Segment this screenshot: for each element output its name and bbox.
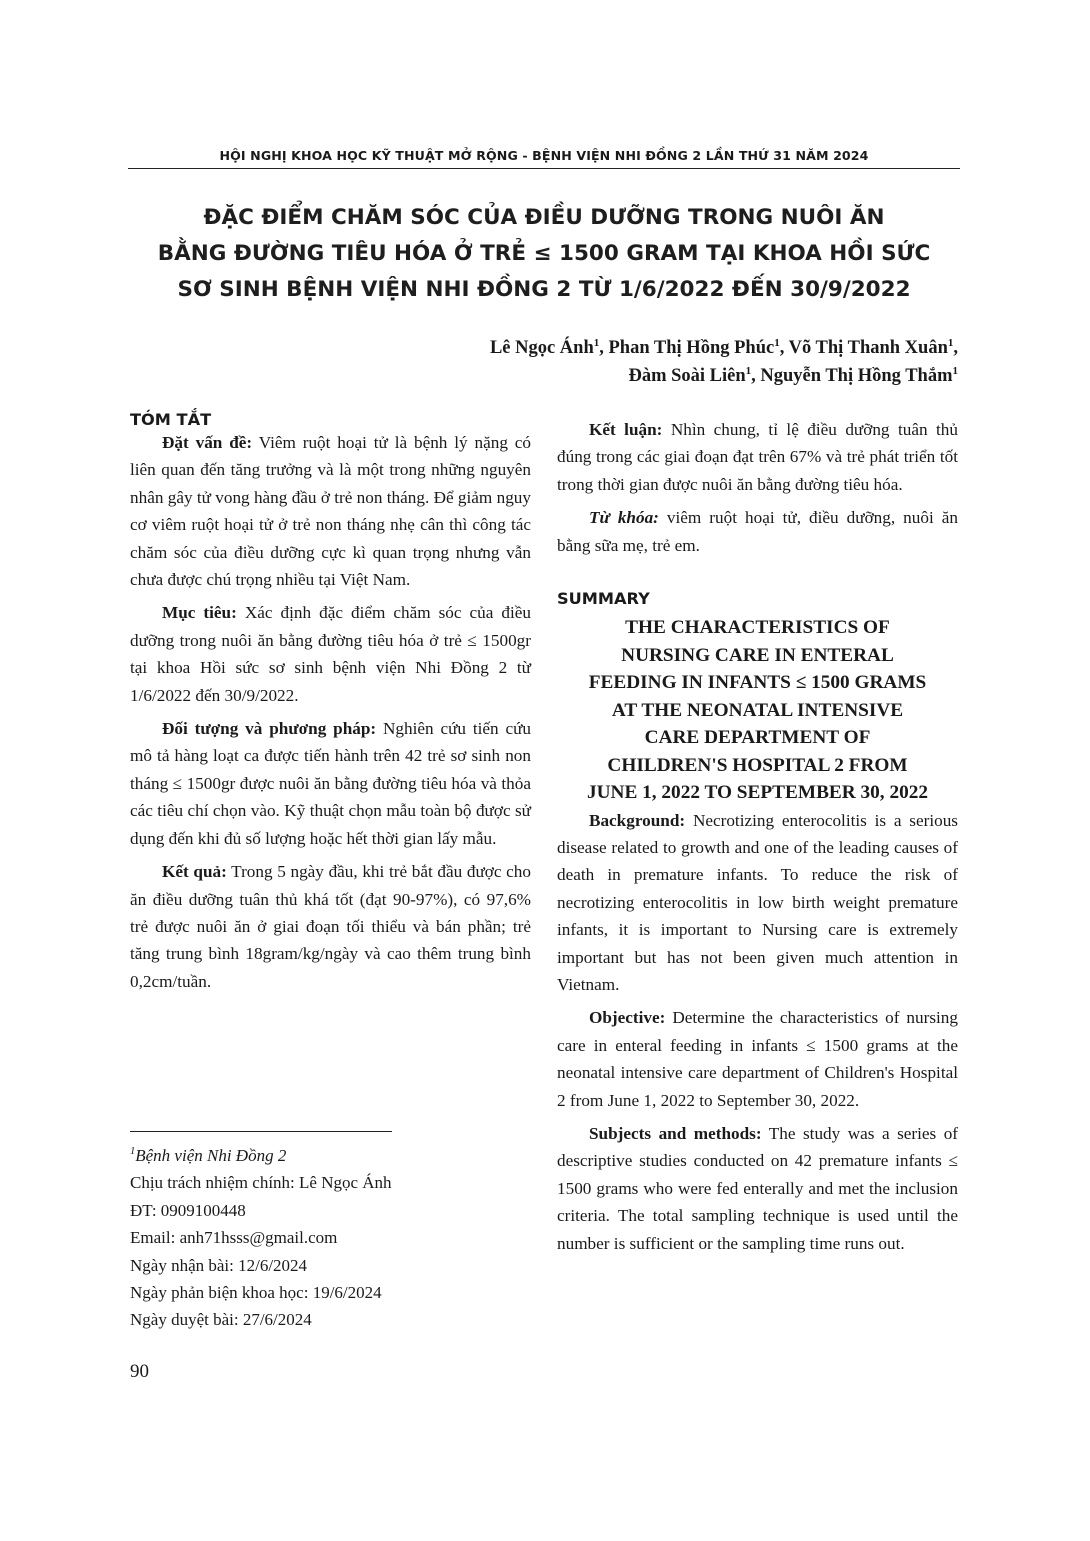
abstract-methods: [130, 715, 531, 852]
author-separator: ,: [953, 338, 958, 358]
section-text: Nhìn chung, tỉ lệ điều dưỡng tuân thủ đúng trong các giai đoạn đạt trên 67% và trẻ phát triển tốt trong thời gian được nuôi ăn bằng đường tiêu hóa.: [557, 420, 958, 494]
section-text: Trong 5 ngày đầu, khi trẻ bắt đầu được cho ăn điều dưỡng tuân thủ khá tốt (đạt 90-97%), có 97,6% trẻ được nuôi ăn ở giai đoạn tối thiểu và bán phần; trẻ tăng trung bình 18gram/kg/ngày và cao thêm trung bình 0,2cm/tuần.: [130, 862, 531, 991]
section-label: Objective:: [589, 1008, 666, 1028]
author-separator: ,: [599, 338, 609, 358]
summary-objective: [557, 1004, 958, 1114]
summary-methods: [557, 1120, 958, 1257]
affiliation-mark: 1: [593, 337, 600, 349]
abstract-results: [130, 858, 531, 995]
affiliation-mark: 1: [130, 1146, 136, 1157]
section-text: Necrotizing enterocolitis is a serious disease related to growth and one of the leading causes of death in premature infants. To reduce the risk of necrotizing enterocolitis in low birth weight premature infants, it is important to Nursing care is extremely important but has not been given much attention in Vietnam.: [557, 810, 958, 994]
author-name: Đàm Soài Liên: [628, 366, 746, 386]
section-label: Đặt vấn đề:: [162, 433, 253, 452]
affiliation-mark: 1: [952, 365, 958, 377]
corresponding-author: Chịu trách nhiệm chính: Lê Ngọc Ánh: [130, 1173, 392, 1193]
title-line: ĐẶC ĐIỂM CHĂM SÓC CỦA ĐIỀU DƯỠNG TRONG NUÔI ĂN: [203, 205, 885, 230]
section-text: The study was a series of descriptive studies conducted on 42 premature infants ≤ 1500 grams who were fed enterally and met the inclusion criteria. The total sampling technique is used until the number is sufficient or the sampling time runs out.: [557, 1124, 959, 1253]
english-title-line: JUNE 1, 2022 TO SEPTEMBER 30, 2022: [586, 782, 929, 804]
english-title-line: NURSING CARE IN ENTERAL: [621, 644, 894, 666]
section-text: Xác định đặc điểm chăm sóc của điều dưỡng trong nuôi ăn bằng đường tiêu hóa ở trẻ ≤ 1500gr tại khoa Hồi sức sơ sinh bệnh viện Nhi Đồng 2 từ 1/6/2022 đến 30/9/2022.: [130, 603, 531, 705]
abstract-heading: TÓM TẮT: [130, 410, 212, 429]
affiliation-mark: 1: [745, 365, 752, 377]
author-separator: ,: [751, 366, 761, 386]
received-date: Ngày nhận bài: 12/6/2024: [130, 1255, 308, 1275]
abstract-conclusion: [557, 416, 958, 498]
affiliation-text: Bệnh viện Nhi Đồng 2: [135, 1146, 287, 1165]
english-title-line: THE CHARACTERISTICS OF: [625, 617, 890, 639]
abstract-objective: [130, 599, 531, 709]
english-title-line: FEEDING IN INFANTS ≤ 1500 GRAMS: [588, 672, 927, 694]
english-title-line: CARE DEPARTMENT OF: [644, 727, 871, 749]
section-label: Đối tượng và phương pháp:: [162, 719, 377, 739]
title-line: SƠ SINH BỆNH VIỆN NHI ĐỒNG 2 TỪ 1/6/2022 ĐẾN 30/9/2022: [177, 277, 911, 302]
affiliation-mark: 1: [947, 337, 954, 349]
footnote: [130, 1142, 531, 1334]
author-name: Phan Thị Hồng Phúc: [608, 338, 775, 358]
english-title-line: CHILDREN'S HOSPITAL 2 FROM: [607, 754, 908, 776]
section-text: Viêm ruột hoại tử là bệnh lý nặng có liên quan đến tăng trưởng và là một trong những nguyên nhân gây tử vong hàng đầu ở trẻ non tháng. Để giảm nguy cơ viêm ruột hoại tử ở trẻ non tháng nhẹ cân thì công tác chăm sóc của điều dưỡng cực kì quan trọng nhưng vẫn chưa được chú trọng nhiều tại Việt Nam.: [130, 433, 532, 590]
footnote-affiliation: [130, 1142, 531, 1169]
author-line: [490, 334, 958, 362]
section-text: Determine the characteristics of nursing care in enteral feeding in infants ≤ 1500 grams at the neonatal intensive care department of Children's Hospital 2 from June 1, 2022 to September 30, 2022.: [557, 1008, 958, 1110]
left-column: [130, 410, 531, 995]
abstract-background: [130, 429, 531, 593]
phone-number: ĐT: 0909100448: [130, 1200, 246, 1220]
abstract-keywords: [557, 504, 958, 559]
accepted-date: Ngày duyệt bài: 27/6/2024: [130, 1310, 312, 1330]
footnote-rule: [130, 1131, 392, 1132]
section-label: Từ khóa:: [589, 508, 659, 528]
author-list: [490, 334, 958, 390]
author-line: [490, 362, 958, 390]
section-label: Subjects and methods:: [589, 1124, 762, 1143]
author-name: Nguyễn Thị Hồng Thắm: [760, 366, 953, 386]
article-title: [128, 200, 960, 308]
section-text: viêm ruột hoại tử, điều dưỡng, nuôi ăn bằng sữa mẹ, trẻ em.: [557, 508, 958, 555]
section-label: Kết quả:: [162, 862, 227, 882]
running-header: HỘI NGHỊ KHOA HỌC KỸ THUẬT MỞ RỘNG - BỆNH VIỆN NHI ĐỒNG 2 LẦN THỨ 31 NĂM 2024: [219, 148, 869, 163]
review-date: Ngày phản biện khoa học: 19/6/2024: [130, 1283, 382, 1303]
page-number: 90: [130, 1361, 149, 1382]
affiliation-mark: 1: [774, 337, 780, 349]
email-address: Email: anh71hsss@gmail.com: [130, 1228, 338, 1248]
section-label: Kết luận:: [589, 420, 663, 439]
author-name: Lê Ngọc Ánh: [489, 338, 594, 358]
english-title-line: AT THE NEONATAL INTENSIVE: [611, 699, 904, 721]
section-label: Mục tiêu:: [162, 603, 237, 623]
section-text: Nghiên cứu tiến cứu mô tả hàng loạt ca được tiến hành trên 42 trẻ sơ sinh non tháng ≤ 1500gr được nuôi ăn bằng đường tiêu hóa và thỏa các tiêu chí chọn vào. Kỹ thuật chọn mẫu toàn bộ được sử dụng đến khi đủ số lượng hoặc hết thời gian lấy mẫu.: [130, 719, 531, 848]
summary-heading: SUMMARY: [557, 589, 650, 609]
author-name: Võ Thị Thanh Xuân: [788, 338, 948, 358]
english-title: [557, 614, 958, 807]
header-rule: [128, 168, 960, 169]
title-line: BẰNG ĐƯỜNG TIÊU HÓA Ở TRẺ ≤ 1500 GRAM TẠI KHOA HỒI SỨC: [157, 241, 931, 266]
summary-background: [557, 807, 958, 999]
right-column: [557, 416, 958, 1257]
author-separator: ,: [779, 338, 789, 358]
section-label: Background:: [589, 810, 686, 830]
